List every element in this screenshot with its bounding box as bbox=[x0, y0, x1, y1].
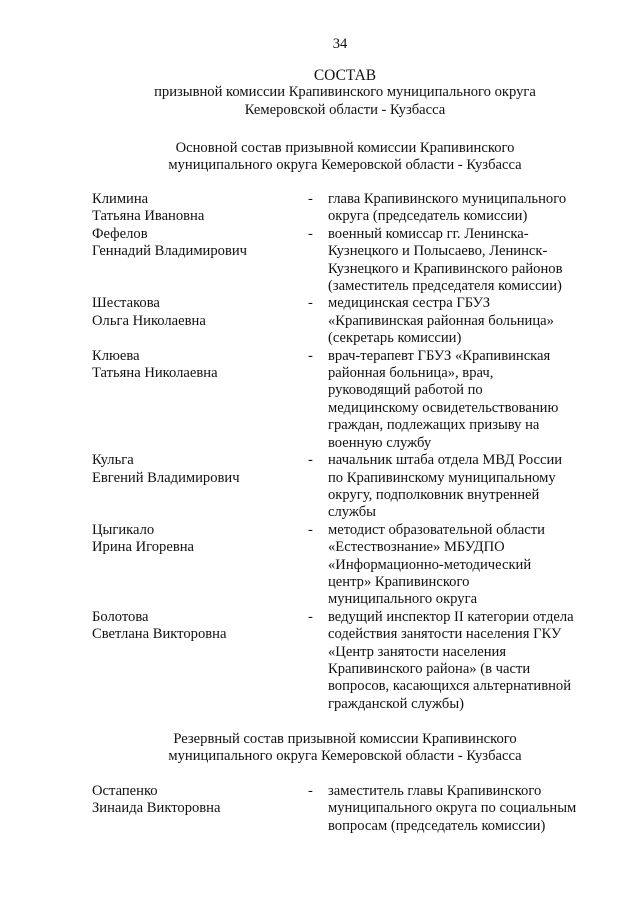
member-role: военный комиссар гг. Ленинска- Кузнецкого и Полысаево, Ленинск- Кузнецкого и Крапивинского районов (заместитель председателя комиссии) bbox=[328, 225, 563, 295]
member-name: Фефелов Геннадий Владимирович bbox=[92, 225, 248, 260]
reserve-section-heading bbox=[0, 731, 640, 766]
document-title bbox=[0, 67, 640, 119]
member-name: Остапенко Зинаида Викторовна bbox=[92, 783, 221, 817]
member-row bbox=[92, 295, 598, 347]
member-role: глава Крапивинского муниципального округа (председатель комиссии) bbox=[328, 191, 567, 225]
member-role: начальник штаба отдела МВД России по Крапивинскому муниципальному округу, подполковник внутренней службы bbox=[328, 452, 563, 521]
reserve-heading-line-2: муниципального округа Кемеровской области - Кузбасса bbox=[168, 748, 522, 765]
reserve-heading-line-1: Резервный состав призывной комиссии Крапивинского bbox=[173, 731, 517, 747]
main-section-heading bbox=[0, 140, 640, 175]
member-row bbox=[92, 348, 598, 452]
member-name: Цыгикало Ирина Игоревна bbox=[92, 521, 194, 556]
member-row bbox=[92, 226, 598, 296]
dash-separator: - bbox=[308, 521, 313, 538]
member-role: врач-терапевт ГБУЗ «Крапивинская районная больница», врач, руководящий работой по медицинскому освидетельствованию граждан, подлежащих призыву на военную службу bbox=[328, 347, 559, 451]
reserve-member-list bbox=[92, 783, 598, 835]
member-role: методист образовательной области «Естествознание» МБУДПО «Информационно-методический центр» Крапивинского муниципального округа bbox=[328, 521, 545, 608]
member-row bbox=[92, 522, 598, 609]
member-row bbox=[92, 452, 598, 522]
dash-separator: - bbox=[308, 191, 313, 207]
dash-separator: - bbox=[308, 783, 313, 799]
member-name: Клюева Татьяна Николаевна bbox=[92, 347, 218, 382]
title-line-3: Кемеровской области - Кузбасса bbox=[244, 101, 446, 118]
member-row bbox=[92, 191, 598, 226]
dash-separator: - bbox=[308, 225, 313, 242]
member-name: Шестакова Ольга Николаевна bbox=[92, 295, 206, 329]
dash-separator: - bbox=[308, 452, 313, 469]
title-line-1: СОСТАВ bbox=[313, 67, 377, 84]
member-row bbox=[92, 783, 598, 835]
main-member-list bbox=[92, 191, 598, 713]
member-row bbox=[92, 609, 598, 713]
member-role: заместитель главы Крапивинского муниципального округа по социальным вопросам (председатель комиссии) bbox=[328, 783, 577, 834]
member-name: Кульга Евгений Владимирович bbox=[92, 452, 240, 486]
member-name: Болотова Светлана Викторовна bbox=[92, 608, 227, 643]
member-role: медицинская сестра ГБУЗ «Крапивинская районная больница» (секретарь комиссии) bbox=[328, 295, 554, 347]
title-line-2: призывной комиссии Крапивинского муниципального округа bbox=[154, 84, 536, 101]
dash-separator: - bbox=[308, 608, 313, 625]
page-number: 34 bbox=[332, 36, 348, 52]
member-role: ведущий инспектор II категории отдела содействия занятости населения ГКУ «Центр занятости населения Крапивинского района» (в части вопросов, касающихся альтернативной гражданской службы) bbox=[328, 608, 574, 712]
dash-separator: - bbox=[308, 295, 313, 312]
main-heading-line-1: Основной состав призывной комиссии Крапивинского bbox=[175, 140, 515, 156]
dash-separator: - bbox=[308, 347, 313, 364]
main-heading-line-2: муниципального округа Кемеровской области - Кузбасса bbox=[168, 157, 522, 174]
member-name: Климина Татьяна Ивановна bbox=[92, 191, 205, 225]
